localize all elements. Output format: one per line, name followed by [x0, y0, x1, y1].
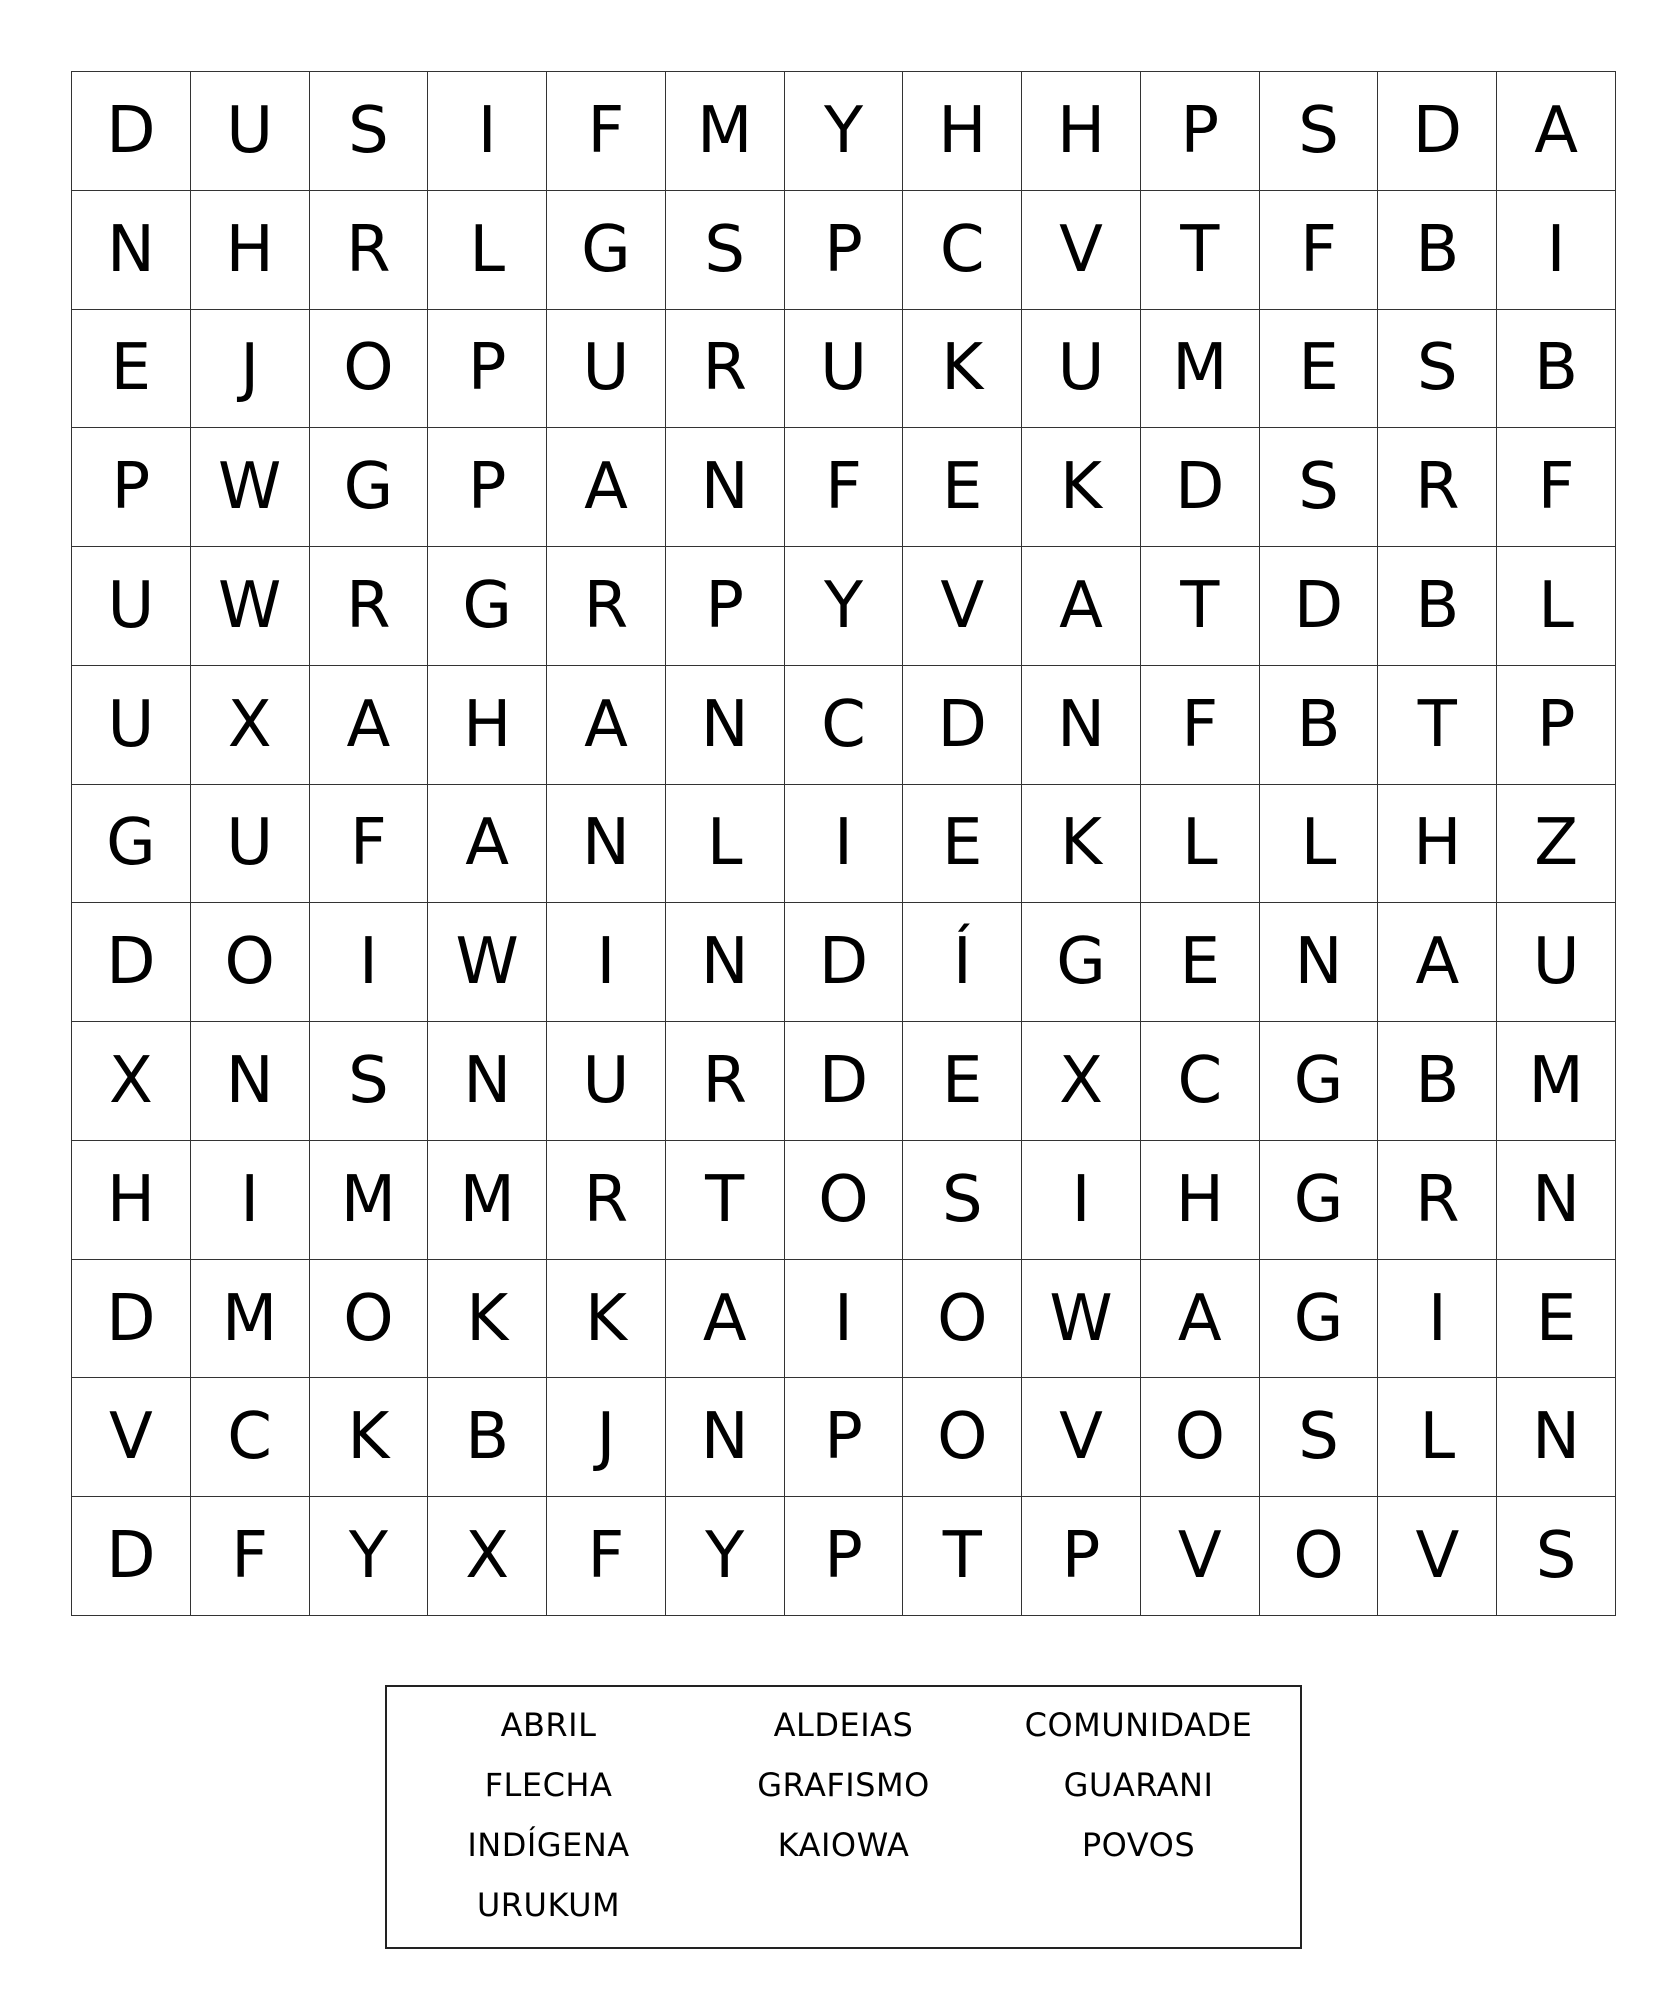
letter-cell[interactable]: S: [1378, 310, 1497, 429]
letter-cell[interactable]: Y: [785, 547, 904, 666]
letter-cell[interactable]: V: [1022, 191, 1141, 310]
word-bank-item: COMUNIDADE: [1024, 1706, 1253, 1744]
letter-cell[interactable]: H: [428, 666, 547, 785]
letter-cell[interactable]: H: [1022, 72, 1141, 191]
letter-cell[interactable]: O: [1141, 1378, 1260, 1497]
letter-cell[interactable]: V: [1378, 1497, 1497, 1616]
letter-cell[interactable]: K: [1022, 785, 1141, 904]
letter-cell[interactable]: F: [1260, 191, 1379, 310]
letter-cell[interactable]: U: [72, 666, 191, 785]
letter-cell[interactable]: T: [903, 1497, 1022, 1616]
letter-cell[interactable]: B: [1260, 666, 1379, 785]
letter-cell[interactable]: N: [547, 785, 666, 904]
letter-cell[interactable]: C: [785, 666, 904, 785]
letter-cell[interactable]: A: [310, 666, 429, 785]
letter-cell[interactable]: I: [547, 903, 666, 1022]
letter-cell[interactable]: O: [191, 903, 310, 1022]
letter-cell[interactable]: U: [191, 785, 310, 904]
letter-cell[interactable]: H: [72, 1141, 191, 1260]
letter-cell[interactable]: N: [72, 191, 191, 310]
letter-cell[interactable]: R: [310, 191, 429, 310]
word-bank-item: ABRIL: [500, 1706, 597, 1744]
word-bank-item: URUKUM: [476, 1886, 621, 1924]
letter-cell[interactable]: M: [1497, 1022, 1616, 1141]
word-bank-item: POVOS: [1081, 1826, 1196, 1864]
letter-cell[interactable]: P: [428, 310, 547, 429]
letter-cell[interactable]: N: [428, 1022, 547, 1141]
letter-cell[interactable]: D: [903, 666, 1022, 785]
letter-cell[interactable]: H: [1378, 785, 1497, 904]
letter-cell[interactable]: E: [903, 785, 1022, 904]
letter-cell[interactable]: G: [310, 428, 429, 547]
letter-cell[interactable]: F: [547, 1497, 666, 1616]
letter-cell[interactable]: Y: [666, 1497, 785, 1616]
letter-cell[interactable]: F: [1497, 428, 1616, 547]
letter-cell[interactable]: E: [1141, 903, 1260, 1022]
letter-cell[interactable]: P: [72, 428, 191, 547]
letter-cell[interactable]: I: [1022, 1141, 1141, 1260]
letter-cell[interactable]: G: [547, 191, 666, 310]
letter-cell[interactable]: W: [1022, 1260, 1141, 1379]
letter-cell[interactable]: L: [666, 785, 785, 904]
letter-cell[interactable]: A: [1022, 547, 1141, 666]
letter-cell[interactable]: N: [666, 428, 785, 547]
letter-cell[interactable]: V: [1022, 1378, 1141, 1497]
word-list: [401, 1705, 1286, 1945]
letter-cell[interactable]: L: [428, 191, 547, 310]
letter-cell[interactable]: F: [547, 72, 666, 191]
letter-cell[interactable]: K: [310, 1378, 429, 1497]
letter-cell[interactable]: F: [191, 1497, 310, 1616]
letter-cell[interactable]: D: [1378, 72, 1497, 191]
letter-cell[interactable]: U: [191, 72, 310, 191]
letter-cell[interactable]: P: [1141, 72, 1260, 191]
word-bank-item: GUARANI: [1063, 1766, 1214, 1804]
letter-cell[interactable]: N: [1497, 1141, 1616, 1260]
letter-cell[interactable]: D: [785, 903, 904, 1022]
letter-cell[interactable]: M: [191, 1260, 310, 1379]
letter-cell[interactable]: Í: [903, 903, 1022, 1022]
letter-cell[interactable]: R: [666, 1022, 785, 1141]
letter-cell[interactable]: U: [72, 547, 191, 666]
letter-cell[interactable]: O: [903, 1378, 1022, 1497]
letter-cell[interactable]: F: [1141, 666, 1260, 785]
letter-cell[interactable]: O: [903, 1260, 1022, 1379]
word-bank: [385, 1685, 1302, 1949]
letter-cell[interactable]: T: [1141, 191, 1260, 310]
letter-cell[interactable]: S: [666, 191, 785, 310]
letter-cell[interactable]: R: [547, 1141, 666, 1260]
letter-cell[interactable]: P: [785, 1497, 904, 1616]
letter-cell[interactable]: R: [547, 547, 666, 666]
letter-cell[interactable]: P: [785, 1378, 904, 1497]
letter-cell[interactable]: R: [666, 310, 785, 429]
letter-cell[interactable]: A: [547, 428, 666, 547]
letter-cell[interactable]: U: [785, 310, 904, 429]
letter-cell[interactable]: B: [1497, 310, 1616, 429]
word-bank-item: GRAFISMO: [757, 1766, 930, 1804]
letter-cell[interactable]: O: [310, 310, 429, 429]
letter-cell[interactable]: G: [1260, 1022, 1379, 1141]
letter-cell[interactable]: N: [1022, 666, 1141, 785]
letter-cell[interactable]: D: [785, 1022, 904, 1141]
letter-cell[interactable]: C: [191, 1378, 310, 1497]
word-search-grid: [71, 71, 1616, 1616]
letter-cell[interactable]: Y: [310, 1497, 429, 1616]
letter-cell[interactable]: K: [547, 1260, 666, 1379]
letter-cell[interactable]: C: [1141, 1022, 1260, 1141]
letter-cell[interactable]: Z: [1497, 785, 1616, 904]
letter-cell[interactable]: D: [72, 72, 191, 191]
letter-cell[interactable]: O: [310, 1260, 429, 1379]
letter-cell[interactable]: S: [903, 1141, 1022, 1260]
letter-cell[interactable]: X: [428, 1497, 547, 1616]
letter-cell[interactable]: A: [1378, 903, 1497, 1022]
letter-cell[interactable]: L: [1497, 547, 1616, 666]
letter-cell[interactable]: N: [666, 903, 785, 1022]
letter-cell[interactable]: T: [666, 1141, 785, 1260]
letter-cell[interactable]: W: [191, 547, 310, 666]
letter-cell[interactable]: E: [1497, 1260, 1616, 1379]
letter-cell[interactable]: Y: [785, 72, 904, 191]
letter-cell[interactable]: I: [428, 72, 547, 191]
letter-cell[interactable]: G: [72, 785, 191, 904]
letter-cell[interactable]: J: [547, 1378, 666, 1497]
letter-cell[interactable]: U: [1497, 903, 1616, 1022]
letter-cell[interactable]: T: [1378, 666, 1497, 785]
letter-cell[interactable]: C: [903, 191, 1022, 310]
letter-cell[interactable]: I: [785, 785, 904, 904]
letter-cell[interactable]: M: [1141, 310, 1260, 429]
word-bank-item: ALDEIAS: [773, 1706, 914, 1744]
letter-cell[interactable]: G: [428, 547, 547, 666]
letter-cell[interactable]: P: [1497, 666, 1616, 785]
letter-cell[interactable]: H: [903, 72, 1022, 191]
letter-cell[interactable]: W: [428, 903, 547, 1022]
letter-cell[interactable]: T: [1141, 547, 1260, 666]
letter-cell[interactable]: A: [666, 1260, 785, 1379]
letter-cell[interactable]: R: [1378, 1141, 1497, 1260]
word-bank-item: INDÍGENA: [467, 1826, 630, 1864]
letter-cell[interactable]: S: [1260, 428, 1379, 547]
letter-cell[interactable]: I: [785, 1260, 904, 1379]
letter-cell[interactable]: O: [785, 1141, 904, 1260]
letter-cell[interactable]: G: [1022, 903, 1141, 1022]
letter-cell[interactable]: N: [666, 1378, 785, 1497]
letter-cell[interactable]: I: [1497, 191, 1616, 310]
letter-cell[interactable]: H: [191, 191, 310, 310]
letter-cell[interactable]: P: [428, 428, 547, 547]
letter-cell[interactable]: A: [547, 666, 666, 785]
letter-cell[interactable]: F: [785, 428, 904, 547]
letter-cell[interactable]: I: [1378, 1260, 1497, 1379]
letter-cell[interactable]: V: [72, 1378, 191, 1497]
letter-cell[interactable]: X: [72, 1022, 191, 1141]
letter-cell[interactable]: D: [72, 1260, 191, 1379]
letter-cell[interactable]: P: [785, 191, 904, 310]
letter-cell[interactable]: S: [1260, 72, 1379, 191]
letter-cell[interactable]: X: [191, 666, 310, 785]
letter-cell[interactable]: U: [1022, 310, 1141, 429]
letter-cell[interactable]: R: [1378, 428, 1497, 547]
word-bank-item: KAIOWA: [777, 1826, 910, 1864]
letter-cell[interactable]: X: [1022, 1022, 1141, 1141]
letter-cell[interactable]: R: [310, 547, 429, 666]
letter-cell[interactable]: D: [1141, 428, 1260, 547]
letter-cell[interactable]: N: [1260, 903, 1379, 1022]
letter-cell[interactable]: K: [1022, 428, 1141, 547]
letter-cell[interactable]: K: [903, 310, 1022, 429]
letter-cell[interactable]: U: [547, 1022, 666, 1141]
letter-cell[interactable]: N: [191, 1022, 310, 1141]
letter-cell[interactable]: A: [1141, 1260, 1260, 1379]
letter-cell[interactable]: E: [1260, 310, 1379, 429]
letter-cell[interactable]: A: [428, 785, 547, 904]
letter-cell[interactable]: L: [1141, 785, 1260, 904]
letter-cell[interactable]: N: [1497, 1378, 1616, 1497]
letter-cell[interactable]: I: [191, 1141, 310, 1260]
letter-cell[interactable]: V: [903, 547, 1022, 666]
letter-cell[interactable]: L: [1260, 785, 1379, 904]
letter-cell[interactable]: N: [666, 666, 785, 785]
letter-cell[interactable]: E: [72, 310, 191, 429]
letter-cell[interactable]: I: [310, 903, 429, 1022]
letter-cell[interactable]: W: [191, 428, 310, 547]
letter-cell[interactable]: V: [1141, 1497, 1260, 1616]
letter-cell[interactable]: O: [1260, 1497, 1379, 1616]
letter-cell[interactable]: U: [547, 310, 666, 429]
letter-cell[interactable]: B: [428, 1378, 547, 1497]
letter-cell[interactable]: S: [310, 1022, 429, 1141]
letter-cell[interactable]: P: [1022, 1497, 1141, 1616]
letter-cell[interactable]: M: [310, 1141, 429, 1260]
letter-cell[interactable]: F: [310, 785, 429, 904]
letter-cell[interactable]: B: [1378, 547, 1497, 666]
letter-cell[interactable]: B: [1378, 191, 1497, 310]
letter-cell[interactable]: J: [191, 310, 310, 429]
letter-cell[interactable]: S: [1260, 1378, 1379, 1497]
letter-cell[interactable]: K: [428, 1260, 547, 1379]
letter-cell[interactable]: M: [428, 1141, 547, 1260]
letter-cell[interactable]: M: [666, 72, 785, 191]
letter-cell[interactable]: P: [666, 547, 785, 666]
letter-cell[interactable]: G: [1260, 1141, 1379, 1260]
letter-cell[interactable]: E: [903, 428, 1022, 547]
letter-cell[interactable]: E: [903, 1022, 1022, 1141]
letter-cell[interactable]: D: [72, 903, 191, 1022]
letter-cell[interactable]: D: [1260, 547, 1379, 666]
letter-cell[interactable]: G: [1260, 1260, 1379, 1379]
letter-cell[interactable]: S: [1497, 1497, 1616, 1616]
word-bank-item: FLECHA: [484, 1766, 613, 1804]
letter-cell[interactable]: H: [1141, 1141, 1260, 1260]
letter-cell[interactable]: B: [1378, 1022, 1497, 1141]
letter-cell[interactable]: L: [1378, 1378, 1497, 1497]
letter-cell[interactable]: A: [1497, 72, 1616, 191]
letter-cell[interactable]: S: [310, 72, 429, 191]
letter-cell[interactable]: D: [72, 1497, 191, 1616]
